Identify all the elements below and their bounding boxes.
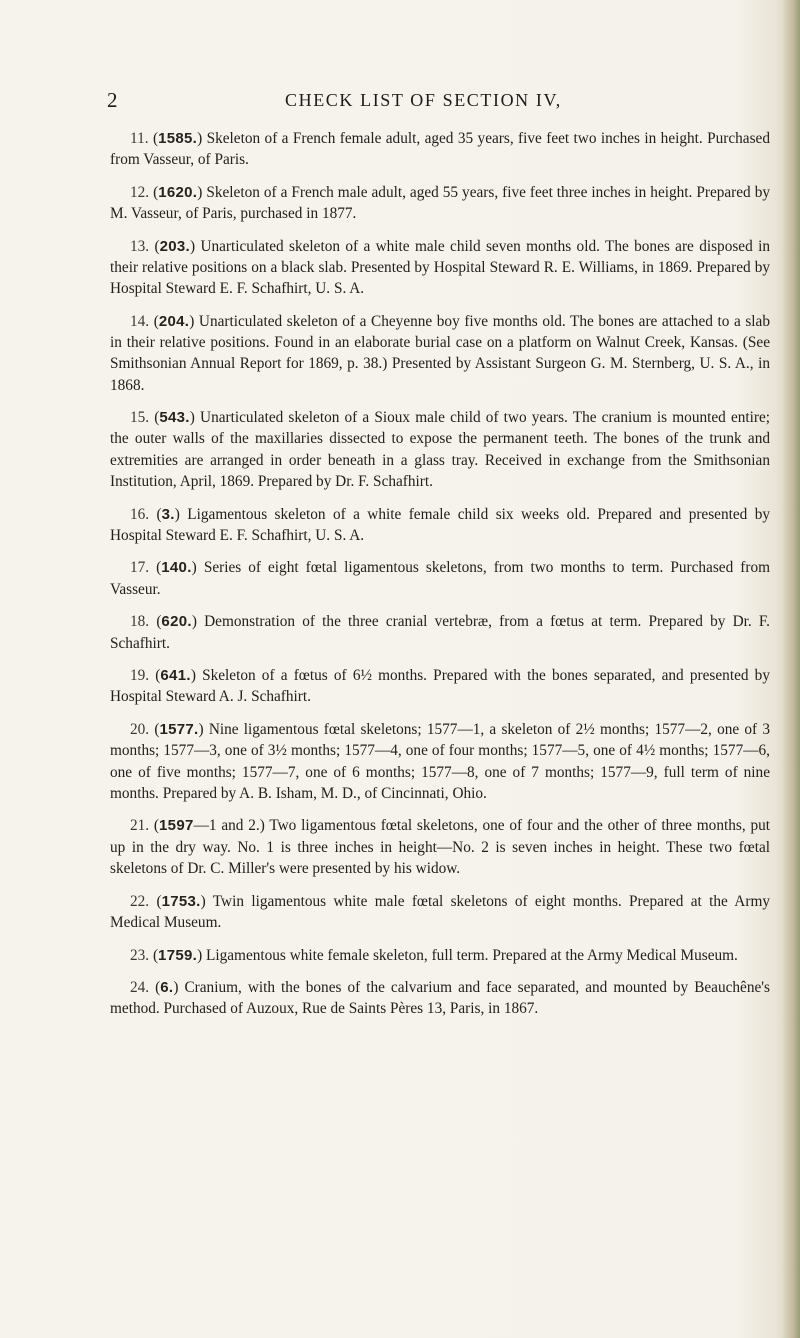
entry-number: 14. xyxy=(130,312,150,330)
entry-text: Cranium, with the bones of the calvarium and face separated, and mounted by Beauchêne's method. Purchased of Auzoux, Rue de Saints Pères 13, Paris, in 1867. xyxy=(110,979,770,1018)
catalog-number: 1585. xyxy=(158,130,198,147)
catalog-number: 543. xyxy=(159,409,190,427)
catalog-entry: 15. (543.) Unarticulated skeleton of a Sioux male child of two years. The cranium is mounted entire; the outer walls of the maxillaries dissected to expose the permanent teeth. The bones of the trunk and extremities are arranged in order beneath in a glass tray. Received in exchange from the Smithsonian Institution, April, 1869. Prepared by Dr. F. Schafhirt. xyxy=(110,409,771,490)
running-title: CHECK LIST OF SECTION IV, xyxy=(285,90,562,110)
entry-number: 18. xyxy=(130,613,150,631)
catalog-entry: 19. (641.) Skeleton of a fœtus of 6½ months. Prepared with the bones separated, and presented by Hospital Steward A. J. Schafhirt. xyxy=(110,667,770,706)
catalog-entry: 22. (1753.) Twin ligamentous white male fœtal skeletons of eight months. Prepared at the Army Medical Museum. xyxy=(110,892,770,931)
page-edge-shadow xyxy=(782,0,800,1338)
entry-number: 24. xyxy=(130,979,150,997)
catalog-number: 204. xyxy=(158,312,190,330)
catalog-number: 641. xyxy=(160,667,191,685)
catalog-entry: 14. (204.) Unarticulated skeleton of a Cheyenne boy five months old. The bones are attached to a slab in their relative positions. Found in an elaborate burial case on a platform on Walnut Creek, Kansas. (See Smithsonian Annual Report for 1869, p. 38.) Presented by Assistant Surgeon G. M. Sternberg, U. S. A., in 1868. xyxy=(110,312,770,394)
entry-text: Skeleton of a French male adult, aged 55 years, five feet three inches in height. Prepared by M. Vasseur, of Paris, purchased in 1877. xyxy=(110,183,770,223)
page-header xyxy=(107,88,757,116)
entry-number: 15. xyxy=(130,409,150,427)
entry-list xyxy=(110,128,770,1031)
entry-text: Ligamentous skeleton of a white female child six weeks old. Prepared and presented by Hospital Steward E. F. Schafhirt, U. S. A. xyxy=(110,505,771,544)
catalog-number: 6. xyxy=(160,979,174,997)
entry-text: Skeleton of a fœtus of 6½ months. Prepared with the bones separated, and presented by Hospital Steward A. J. Schafhirt. xyxy=(110,667,770,706)
catalog-number: 3. xyxy=(161,505,175,523)
catalog-entry: 24. (6.) Cranium, with the bones of the calvarium and face separated, and mounted by Beauchêne's method. Purchased of Auzoux, Rue de Saints Pères 13, Paris, in 1867. xyxy=(110,979,770,1018)
catalog-entry: 20. (1577.) Nine ligamentous fœtal skeletons; 1577—1, a skeleton of 2½ months; 1577—2, one of 3 months; 1577—3, one of 3½ months; 1577—4, one of four months; 1577—5, one of 4½ months; 1577—6, one of five months; 1577—7, one of 6 months; 1577—8, one of 7 months; 1577—9, full term of nine months. Prepared by A. B. Isham, M. D., of Cincinnati, Ohio. xyxy=(110,721,771,802)
page-number: 2 xyxy=(107,88,118,112)
entry-number: 21. xyxy=(130,817,150,835)
entry-number: 23. xyxy=(130,946,150,964)
entry-text: Skeleton of a French female adult, aged 35 years, five feet two inches in height. Purchased from Vasseur, of Paris. xyxy=(110,130,770,169)
catalog-number: 620. xyxy=(161,613,192,631)
entry-number: 17. xyxy=(130,559,150,577)
entry-number: 20. xyxy=(130,721,150,739)
entry-number: 13. xyxy=(130,237,150,255)
entry-text: Twin ligamentous white male fœtal skeletons of eight months. Prepared at the Army Medical Museum. xyxy=(110,892,770,931)
catalog-entry: 17. (140.) Series of eight fœtal ligamentous skeletons, from two months to term. Purchased from Vasseur. xyxy=(110,559,771,598)
catalog-entry: 12. (1620.) Skeleton of a French male adult, aged 55 years, five feet three inches in height. Prepared by M. Vasseur, of Paris, purchased in 1877. xyxy=(110,183,770,223)
entry-text: Ligamentous white female skeleton, full term. Prepared at the Army Medical Museum. xyxy=(206,946,738,964)
catalog-entry: 13. (203.) Unarticulated skeleton of a white male child seven months old. The bones are disposed in their relative positions on a black slab. Presented by Hospital Steward R. E. Williams, in 1869. Prepared by Hospital Steward E. F. Schafhirt, U. S. A. xyxy=(110,237,770,298)
catalog-entry: 18. (620.) Demonstration of the three cranial vertebræ, from a fœtus at term. Prepared by Dr. F. Schafhirt. xyxy=(110,613,770,652)
entry-text: Unarticulated skeleton of a Cheyenne boy five months old. The bones are attached to a slab in their relative positions. Found in an elaborate burial case on a platform on Walnut Creek, Kansas. (See Smithsonian Annual Report for 1869, p. 38.) Presented by Assistant Surgeon G. M. Sternberg, U. S. A., in 1868. xyxy=(110,312,770,394)
entry-number: 11. xyxy=(130,130,149,147)
entry-number: 22. xyxy=(130,892,150,910)
entry-text: Nine ligamentous fœtal skeletons; 1577—1, a skeleton of 2½ months; 1577—2, one of 3 months; 1577—3, one of 3½ months; 1577—4, one of four months; 1577—5, one of 4½ months; 1577—6, one of five months; 1577—7, one of 6 months; 1577—8, one of 7 months; 1577—9, full term of nine months. Prepared by A. B. Isham, M. D., of Cincinnati, Ohio. xyxy=(110,721,771,802)
entry-text: —1 and 2.) Two ligamentous fœtal skeletons, one of four and the other of three months, put up in the dry way. No. 1 is three inches in height—No. 2 is seven inches in height. These two fœtal skeletons of Dr. C. Miller's were presented by his widow. xyxy=(110,817,770,877)
entry-text: Demonstration of the three cranial vertebræ, from a fœtus at term. Prepared by Dr. F. Schafhirt. xyxy=(110,613,770,652)
catalog-number: 1597 xyxy=(159,817,194,835)
entry-number: 12. xyxy=(130,183,150,201)
entry-text: Series of eight fœtal ligamentous skeletons, from two months to term. Purchased from Vasseur. xyxy=(110,559,771,598)
entry-number: 16. xyxy=(130,505,150,523)
catalog-number: 1759. xyxy=(158,946,198,964)
catalog-number: 1753. xyxy=(161,892,201,910)
catalog-entry: 23. (1759.) Ligamentous white female skeleton, full term. Prepared at the Army Medical Museum. xyxy=(130,946,738,964)
catalog-number: 203. xyxy=(159,237,190,255)
entry-text: Unarticulated skeleton of a Sioux male child of two years. The cranium is mounted entire; the outer walls of the maxillaries dissected to expose the permanent teeth. The bones of the trunk and extremities are arranged in order beneath in a glass tray. Received in exchange from the Smithsonian Institution, April, 1869. Prepared by Dr. F. Schafhirt. xyxy=(110,409,771,490)
catalog-number: 140. xyxy=(161,559,192,577)
entry-text: Unarticulated skeleton of a white male child seven months old. The bones are disposed in their relative positions on a black slab. Presented by Hospital Steward R. E. Williams, in 1869. Prepared by Hospital Steward E. F. Schafhirt, U. S. A. xyxy=(110,237,770,298)
entry-number: 19. xyxy=(130,667,150,685)
catalog-number: 1577. xyxy=(159,721,199,739)
catalog-number: 1620. xyxy=(158,183,198,201)
catalog-entry: 16. (3.) Ligamentous skeleton of a white female child six weeks old. Prepared and presented by Hospital Steward E. F. Schafhirt, U. S. A. xyxy=(110,505,771,544)
catalog-entry: 21. (1597—1 and 2.) Two ligamentous fœtal skeletons, one of four and the other of three months, put up in the dry way. No. 1 is three inches in height—No. 2 is seven inches in height. These two fœtal skeletons of Dr. C. Miller's were presented by his widow. xyxy=(110,817,770,877)
catalog-entry: 11. (1585.) Skeleton of a French female adult, aged 35 years, five feet two inches in height. Purchased from Vasseur, of Paris. xyxy=(110,130,770,169)
